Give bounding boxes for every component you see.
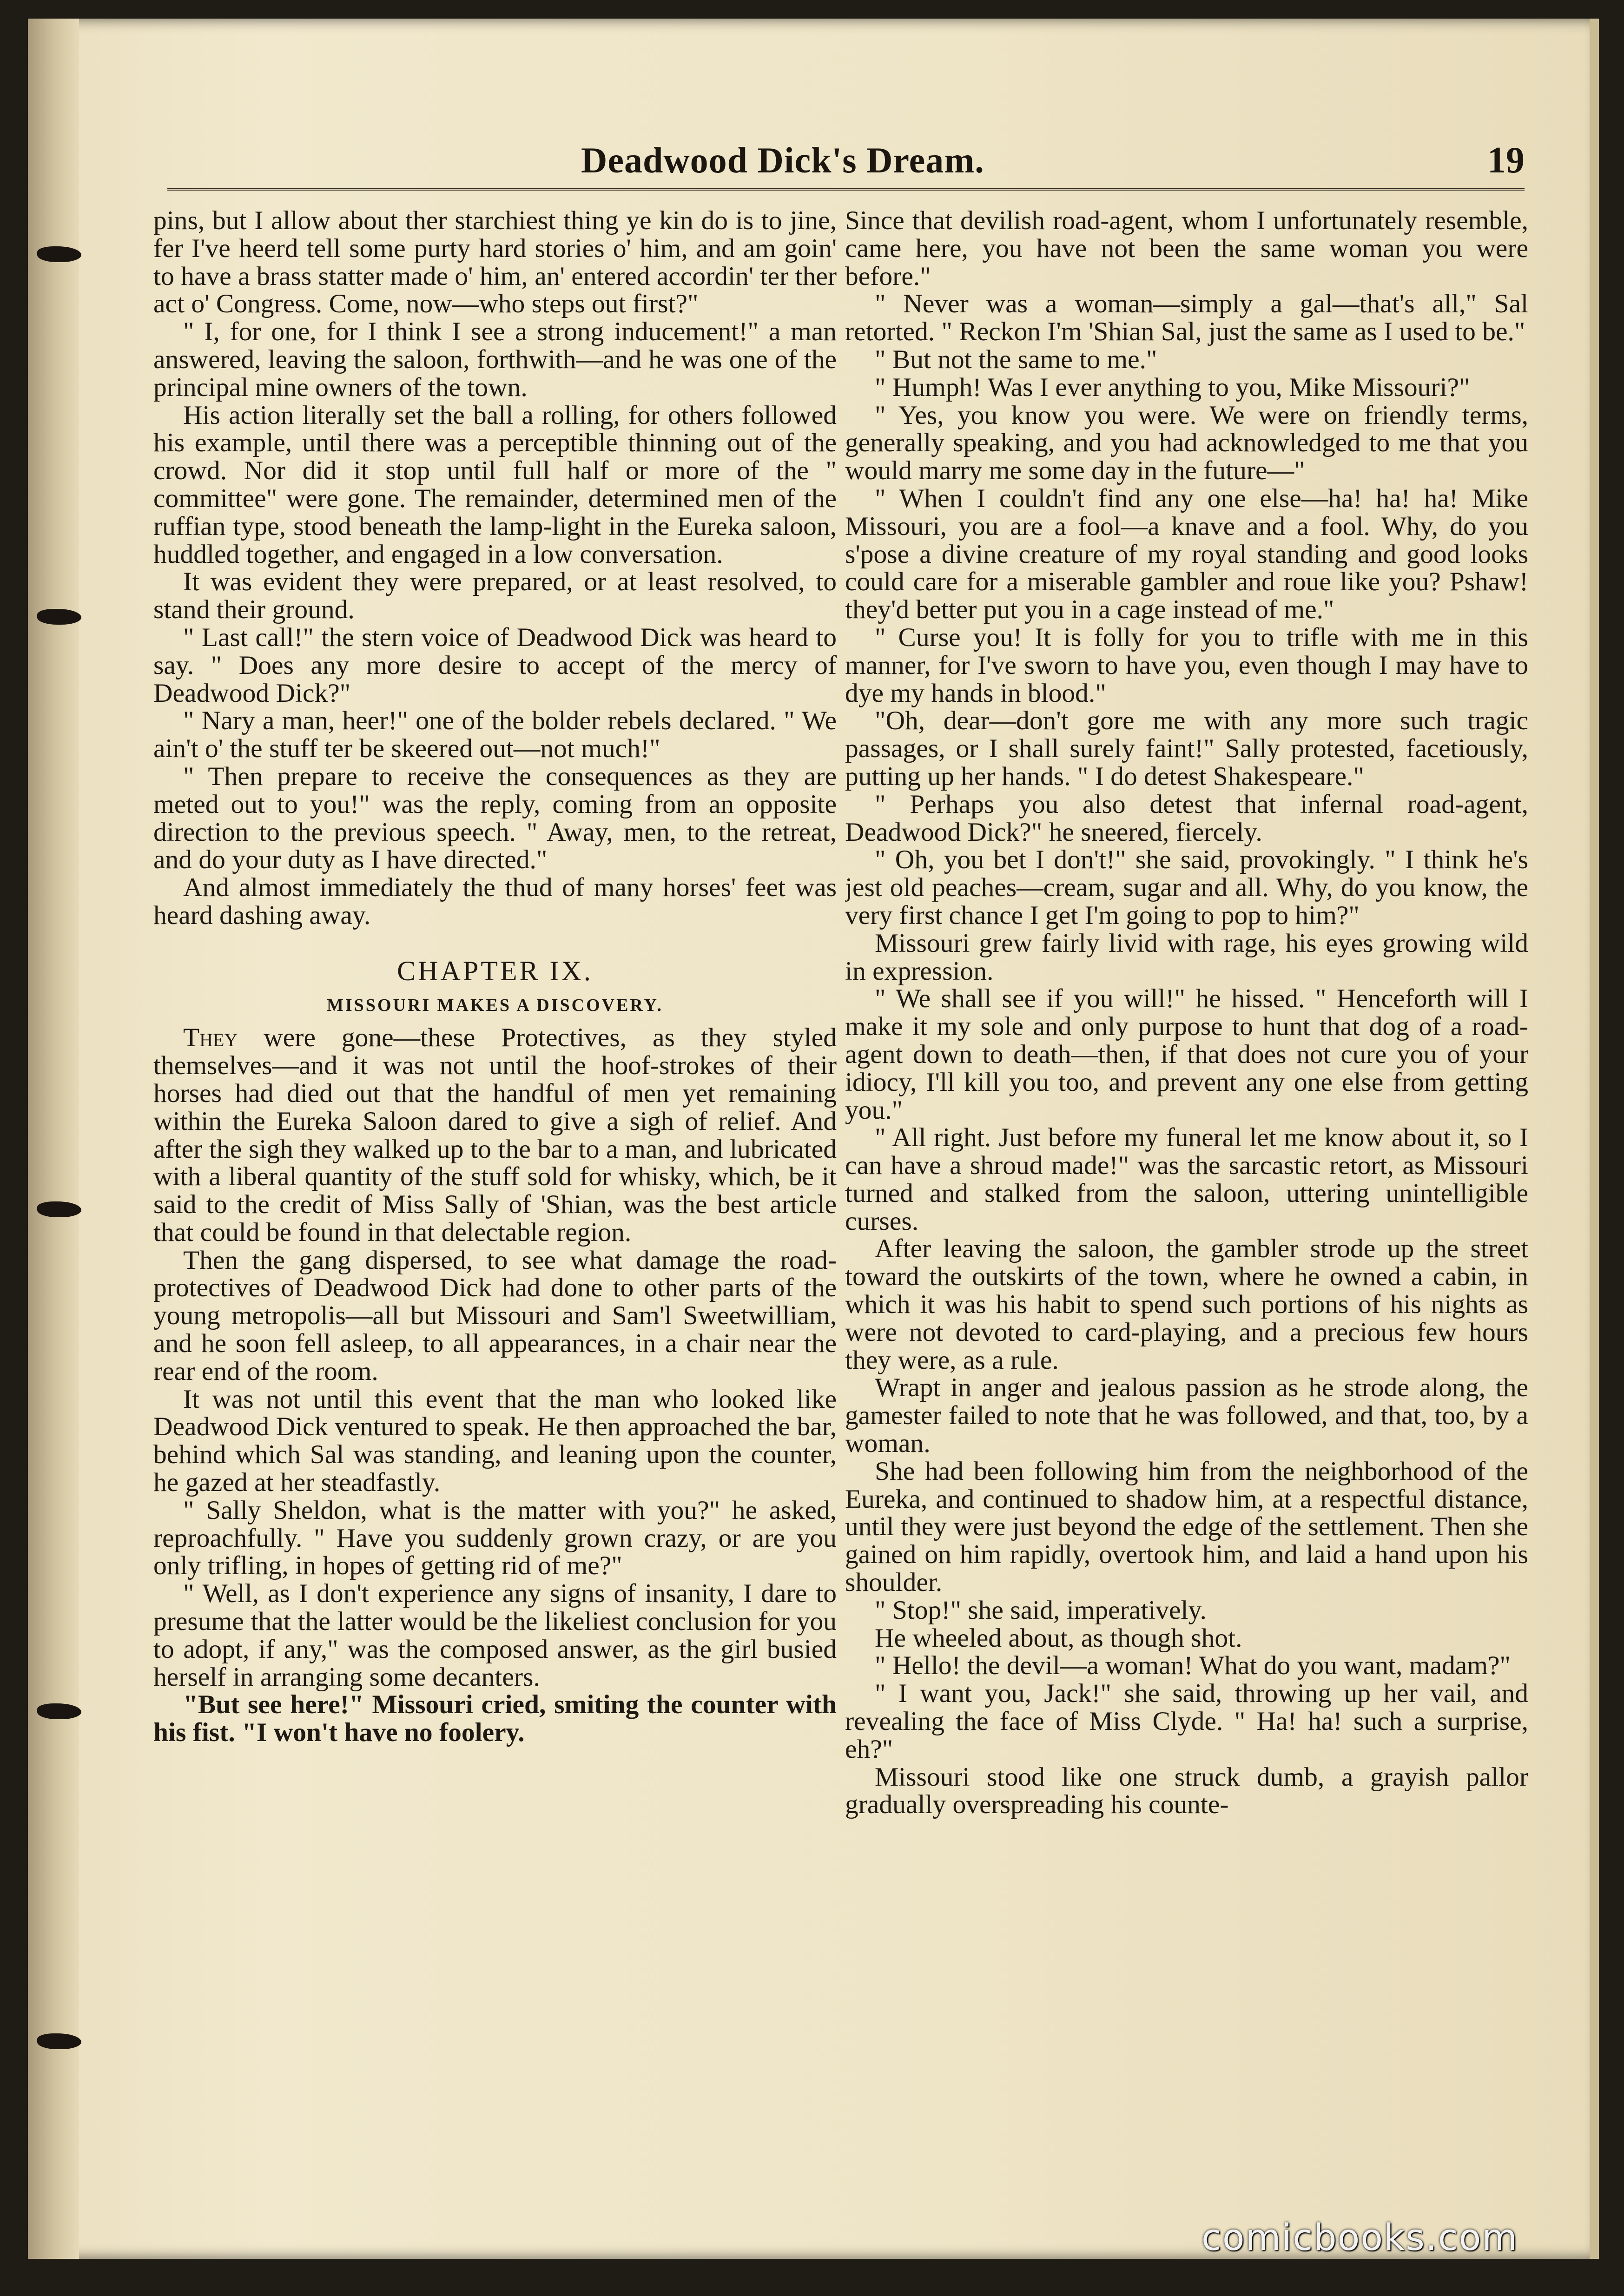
paragraph: "Oh, dear—don't gore me with any more such tragic passages, or I shall surely faint!" Sally protested, facetiously, putting up her hands. " I do detest Shakespeare." bbox=[845, 706, 1528, 791]
paragraph: " Hello! the devil—a woman! What do you want, madam?" bbox=[875, 1651, 1511, 1681]
paragraph: " I, for one, for I think I see a strong inducement!" a man answered, leaving the saloon, forthwith—and he was one of the principal mine owners of the town. bbox=[153, 317, 837, 402]
paragraph: " Nary a man, heer!" one of the bolder rebels declared. " We ain't o' the stuff ter be skeered out—not much!" bbox=[153, 706, 837, 764]
paragraph: " We shall see if you will!" he hissed. " Henceforth will I make it my sole and only purpose to hunt that dog of a road-agent down to death—then, if that does not cure you of your idiocy, I'll kill you too, and prevent any one else from getting you." bbox=[845, 984, 1528, 1125]
paragraph: " Curse you! It is folly for you to trifle with me in this manner, for I've sworn to have you, even though I may have to dye my hands in blood." bbox=[845, 622, 1528, 708]
book-page bbox=[28, 19, 1599, 2259]
header-rule bbox=[167, 188, 1525, 191]
paragraph-text: were gone—these Protectives, as they styled themselves—and it was not until the hoof-strokes of their horses had died out that the handful of men yet remaining within the Eureka Saloon dared to give a sigh of relief. And after the sigh they walked up to the bar to a man, and lubricated with a liberal quantity of the stuff sold for whisky, which, be it said to the credit of Miss Sally of 'Shian, was the best article that could be found in that delectable region. bbox=[153, 1023, 837, 1247]
chapter-subtitle: MISSOURI MAKES A DISCOVERY. bbox=[327, 995, 663, 1015]
running-head-title: Deadwood Dick's Dream. bbox=[581, 140, 984, 180]
binding-stitch bbox=[37, 246, 81, 262]
paragraph: " Humph! Was I ever anything to you, Mike Missouri?" bbox=[875, 372, 1470, 402]
paragraph: pins, but I allow about ther starchiest thing ye kin do is to jine, fer I've heerd tell some purty hard stories o' him, and am goin' to have a brass statter made o' him, an' entered accordin' ter ther act o' Congress. Come, now—who steps out first?" bbox=[153, 207, 837, 319]
paragraph: " Perhaps you also detest that infernal road-agent, Deadwood Dick?" he sneered, fiercely. bbox=[845, 789, 1528, 847]
paragraph: "But see here!" Missouri cried, smiting the counter with his fist. "I won't have no foolery. bbox=[153, 1690, 837, 1748]
left-column bbox=[153, 207, 837, 2224]
paragraph bbox=[153, 1024, 837, 1246]
binding-stitch bbox=[37, 1703, 81, 1719]
binding-stitch bbox=[37, 1201, 81, 1217]
binding-stitch bbox=[37, 2033, 81, 2049]
paragraph: And almost immediately the thud of many horses' feet was heard dashing away. bbox=[153, 873, 837, 930]
paragraph: " I want you, Jack!" she said, throwing up her vail, and revealing the face of Miss Clyde. " Ha! ha! such a surprise, eh?" bbox=[845, 1679, 1528, 1764]
watermark: comicbooks.com bbox=[1201, 2217, 1518, 2259]
page-edge bbox=[1590, 19, 1599, 2259]
paragraph: " When I couldn't find any one else—ha! ha! ha! Mike Missouri, you are a fool—a knave and a fool. Why, do you s'pose a divine creature of my royal standing and good looks could care for a miserable gambler and roue like you? Pshaw! they'd better put you in a cage instead of me." bbox=[845, 483, 1528, 625]
paragraph: Wrapt in anger and jealous passion as he strode along, the gamester failed to note that he was followed, and that, too, by a woman. bbox=[845, 1373, 1528, 1458]
paragraph: " Last call!" the stern voice of Deadwood Dick was heard to say. " Does any more desire to accept of the mercy of Deadwood Dick?" bbox=[153, 622, 837, 708]
paragraph: " Well, as I don't experience any signs of insanity, I dare to presume that the latter would be the likeliest conclusion for you to adopt, if any," was the composed answer, as the girl busied herself in arranging some decanters. bbox=[153, 1579, 837, 1692]
paragraph: " Oh, you bet I don't!" she said, provokingly. " I think he's jest old peaches—cream, sugar and all. Why, do you know, the very first chance I get I'm going to pop to him?" bbox=[845, 845, 1528, 930]
paragraph: She had been following him from the neighborhood of the Eureka, and continued to shadow him, at a respectful distance, until they were just beyond the edge of the settlement. Then she gained on him rapidly, overtook him, and laid a hand upon his shoulder. bbox=[845, 1456, 1528, 1597]
paragraph: His action literally set the ball a rolling, for others followed his example, until there was a perceptible thinning out of the crowd. Nor did it stop until full half or more of the " committee" were gone. The remainder, determined men of the ruffian type, stood beneath the lamp-light in the Eureka saloon, huddled together, and engaged in a low conversation. bbox=[153, 400, 837, 569]
paragraph: He wheeled about, as though shot. bbox=[875, 1623, 1242, 1653]
running-head bbox=[28, 139, 1599, 195]
paragraph: " Stop!" she said, imperatively. bbox=[875, 1595, 1207, 1625]
paragraph: Then the gang dispersed, to see what damage the road-protectives of Deadwood Dick had done to other parts of the young metropolis—all but Missouri and Sam'l Sweetwilliam, and he soon fell asleep, to all appearances, in a chair near the rear end of the room. bbox=[153, 1245, 837, 1386]
paragraph: It was not until this event that the man who looked like Deadwood Dick ventured to speak. He then approached the bar, behind which Sal was standing, and leaning upon the counter, he gazed at her steadfastly. bbox=[153, 1384, 837, 1498]
paragraph: " Never was a woman—simply a gal—that's all," Sal retorted. " Reckon I'm 'Shian Sal, just the same as I used to be." bbox=[845, 289, 1528, 347]
paragraph: Missouri grew fairly livid with rage, his eyes growing wild in expression. bbox=[845, 928, 1528, 986]
paragraph: Since that devilish road-agent, whom I unfortunately resemble, came here, you have not been the same woman you were before." bbox=[845, 207, 1528, 291]
paragraph: " Yes, you know you were. We were on friendly terms, generally speaking, and you had acknowledged to me that you would marry me some day in the future—" bbox=[845, 400, 1528, 486]
page-number: 19 bbox=[1487, 140, 1525, 181]
binding-stitch bbox=[37, 609, 81, 625]
paragraph: Missouri stood like one struck dumb, a grayish pallor gradually overspreading his counte- bbox=[845, 1762, 1528, 1820]
paragraph: " Sally Sheldon, what is the matter with you?" he asked, reproachfully. " Have you suddenly grown crazy, or are you only trifling, in hopes of getting rid of me?" bbox=[153, 1495, 837, 1581]
paragraph: " All right. Just before my funeral let me know about it, so I can have a shroud made!" was the sarcastic retort, as Missouri turned and stalked from the saloon, uttering unintelligible curses. bbox=[845, 1123, 1528, 1236]
paragraph: After leaving the saloon, the gambler strode up the street toward the outskirts of the town, where he owned a cabin, in which it was his habit to spend such portions of his nights as were not devoted to card-playing, and a precious few hours they were, as a rule. bbox=[845, 1234, 1528, 1375]
chapter-title: CHAPTER IX. bbox=[397, 955, 593, 986]
paragraph: It was evident they were prepared, or at least resolved, to stand their ground. bbox=[153, 567, 837, 625]
paragraph: " Then prepare to receive the consequences as they are meted out to you!" was the reply, coming from an opposite direction to the previous speech. " Away, men, to the retreat, and do your duty as I have directed." bbox=[153, 761, 837, 875]
right-column bbox=[845, 207, 1528, 2224]
paragraph-lead-word: They bbox=[183, 1023, 238, 1053]
paragraph: " But not the same to me." bbox=[875, 344, 1157, 374]
binding-spine bbox=[28, 19, 79, 2259]
